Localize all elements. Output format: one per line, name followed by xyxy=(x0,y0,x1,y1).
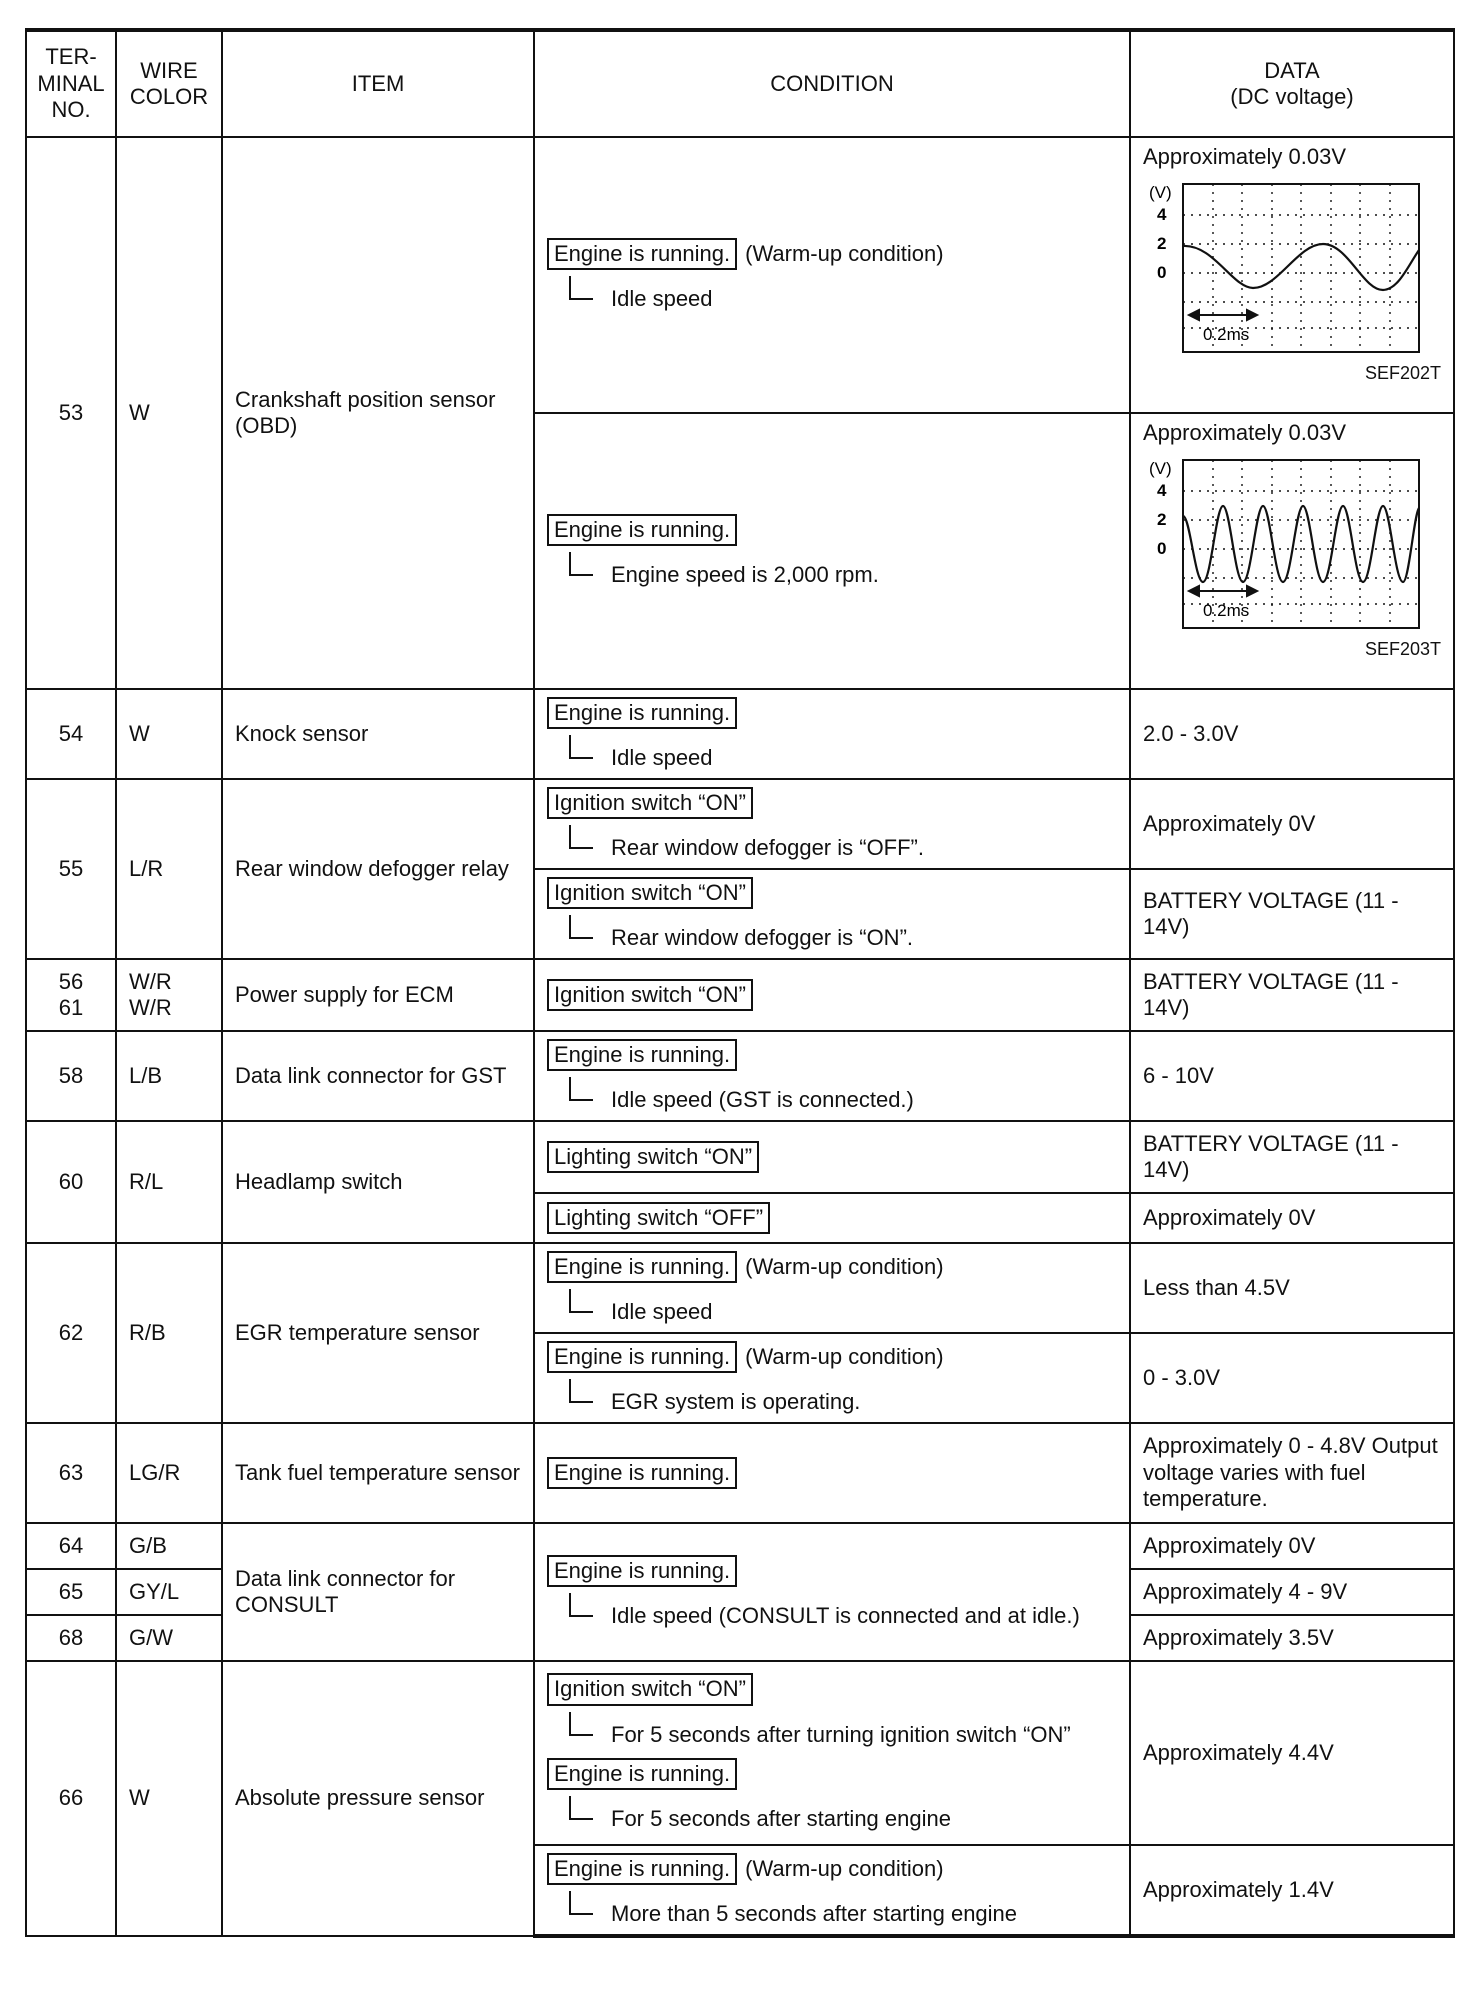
terminal-no: 68 xyxy=(26,1615,116,1661)
condition-lead: Engine is running. xyxy=(547,1457,737,1489)
header-data: DATA (DC voltage) xyxy=(1130,30,1454,137)
condition-sub: Rear window defogger is “ON”. xyxy=(569,915,1117,951)
data-value: Approximately 1.4V xyxy=(1130,1845,1454,1936)
waveform-trace xyxy=(1183,244,1419,290)
table-row xyxy=(26,959,1454,1031)
condition-lead: Ignition switch “ON” xyxy=(547,979,753,1011)
wire-color: R/B xyxy=(116,1243,222,1423)
condition-suffix: (Warm-up condition) xyxy=(745,1253,944,1279)
condition-cell xyxy=(534,1661,1130,1845)
terminal-no: 65 xyxy=(26,1569,116,1615)
condition-lead: Ignition switch “ON” xyxy=(547,787,753,819)
condition-sub: Idle speed (GST is connected.) xyxy=(569,1077,1117,1113)
condition-lead: Lighting switch “ON” xyxy=(547,1141,759,1173)
item-name: Power supply for ECM xyxy=(222,959,534,1031)
condition-sub: Idle speed (CONSULT is connected and at idle.) xyxy=(569,1593,1117,1629)
figure-caption: SEF203T xyxy=(1364,638,1441,659)
data-value: BATTERY VOLTAGE (11 - 14V) xyxy=(1130,959,1454,1031)
condition-cell xyxy=(534,1243,1130,1333)
wire-color: W xyxy=(116,137,222,689)
condition-lead: Engine is running. xyxy=(547,1853,737,1885)
terminal-no: 66 xyxy=(26,1661,116,1936)
condition-block xyxy=(547,1341,1117,1416)
item-name: Data link connector for CONSULT xyxy=(222,1523,534,1661)
header-item: ITEM xyxy=(222,30,534,137)
condition-lead: Ignition switch “ON” xyxy=(547,1673,753,1705)
period-marker xyxy=(1189,586,1257,596)
item-name: Headlamp switch xyxy=(222,1121,534,1243)
oscilloscope-waveform xyxy=(1143,178,1433,358)
terminal-no: 56 61 xyxy=(26,959,116,1031)
table-row xyxy=(26,1423,1454,1523)
data-value: Approximately 0.03V xyxy=(1143,144,1346,169)
condition-lead: Engine is running. xyxy=(547,238,737,270)
condition-sub: For 5 seconds after starting engine xyxy=(569,1796,1117,1832)
condition-suffix: (Warm-up condition) xyxy=(745,1855,944,1881)
terminal-no: 58 xyxy=(26,1031,116,1121)
condition-sub: Idle speed xyxy=(569,735,1117,771)
wire-color: R/L xyxy=(116,1121,222,1243)
condition-lead: Engine is running. xyxy=(547,514,737,546)
condition-suffix: (Warm-up condition) xyxy=(745,240,944,266)
terminal-no: 62 xyxy=(26,1243,116,1423)
condition-cell xyxy=(534,1333,1130,1423)
axis-tick-label: 4 xyxy=(1157,481,1167,501)
data-value: Less than 4.5V xyxy=(1130,1243,1454,1333)
condition-sub: Rear window defogger is “OFF”. xyxy=(569,825,1117,861)
table-row xyxy=(26,1661,1454,1845)
table-row xyxy=(26,779,1454,869)
wire-color: L/B xyxy=(116,1031,222,1121)
condition-sub: For 5 seconds after turning ignition switch “ON” xyxy=(569,1712,1117,1748)
condition-cell xyxy=(534,779,1130,869)
table-row xyxy=(26,1243,1454,1333)
condition-lead: Lighting switch “OFF” xyxy=(547,1202,770,1234)
ecm-terminal-table xyxy=(25,28,1455,1938)
oscilloscope-figure xyxy=(1143,178,1441,384)
data-value: Approximately 0.03V xyxy=(1143,420,1346,445)
condition-cell xyxy=(534,1193,1130,1243)
condition-cell xyxy=(534,1423,1130,1523)
condition-cell xyxy=(534,1523,1130,1661)
condition-cell xyxy=(534,1031,1130,1121)
axis-unit-label: (V) xyxy=(1149,459,1172,479)
axis-tick-label: 2 xyxy=(1157,234,1167,254)
data-cell xyxy=(1130,137,1454,413)
period-label: 0.2ms xyxy=(1203,601,1250,621)
table-row xyxy=(26,689,1454,779)
condition-lead: Engine is running. xyxy=(547,1039,737,1071)
condition-cell xyxy=(534,413,1130,689)
terminal-no: 60 xyxy=(26,1121,116,1243)
data-cell xyxy=(1130,413,1454,689)
condition-block xyxy=(547,877,1117,952)
condition-block xyxy=(547,1251,1117,1326)
data-value: BATTERY VOLTAGE (11 - 14V) xyxy=(1130,869,1454,959)
table-row xyxy=(26,1523,1454,1569)
terminal-no: 64 xyxy=(26,1523,116,1569)
header-condition: CONDITION xyxy=(534,30,1130,137)
axis-tick-label: 0 xyxy=(1157,539,1167,559)
data-value: BATTERY VOLTAGE (11 - 14V) xyxy=(1130,1121,1454,1193)
data-value: Approximately 0 - 4.8V Output voltage varies with fuel temperature. xyxy=(1130,1423,1454,1523)
item-name: EGR temperature sensor xyxy=(222,1243,534,1423)
axis-tick-label: 4 xyxy=(1157,205,1167,225)
condition-lead: Engine is running. xyxy=(547,1341,737,1373)
period-marker xyxy=(1189,310,1257,320)
condition-cell xyxy=(534,1121,1130,1193)
terminal-no: 53 xyxy=(26,137,116,689)
condition-block xyxy=(547,1555,1117,1630)
item-name: Knock sensor xyxy=(222,689,534,779)
condition-lead: Engine is running. xyxy=(547,1555,737,1587)
item-name: Tank fuel temperature sensor xyxy=(222,1423,534,1523)
condition-block xyxy=(547,1039,1117,1114)
terminal-no: 55 xyxy=(26,779,116,959)
condition-lead: Engine is running. xyxy=(547,1251,737,1283)
item-name: Crankshaft position sensor (OBD) xyxy=(222,137,534,689)
condition-sub: Idle speed xyxy=(569,276,1117,312)
data-value: Approximately 4.4V xyxy=(1130,1661,1454,1845)
data-value: Approximately 0V xyxy=(1130,1193,1454,1243)
table-row xyxy=(26,1121,1454,1193)
oscilloscope-figure xyxy=(1143,454,1441,660)
condition-block xyxy=(547,1673,1117,1748)
oscilloscope-waveform xyxy=(1143,454,1433,634)
data-value: 6 - 10V xyxy=(1130,1031,1454,1121)
item-name: Rear window defogger relay xyxy=(222,779,534,959)
condition-lead: Ignition switch “ON” xyxy=(547,877,753,909)
wire-color: G/B xyxy=(116,1523,222,1569)
terminal-no: 63 xyxy=(26,1423,116,1523)
wire-color: W/R W/R xyxy=(116,959,222,1031)
condition-block xyxy=(547,787,1117,862)
header-wire-color: WIRE COLOR xyxy=(116,30,222,137)
data-value: Approximately 0V xyxy=(1130,1523,1454,1569)
item-name: Absolute pressure sensor xyxy=(222,1661,534,1936)
axis-tick-label: 2 xyxy=(1157,510,1167,530)
wire-color: W xyxy=(116,689,222,779)
condition-block xyxy=(547,514,1117,589)
ecm-terminal-table-sheet xyxy=(25,28,1453,1938)
terminal-no: 54 xyxy=(26,689,116,779)
data-value: Approximately 0V xyxy=(1130,779,1454,869)
data-value: 0 - 3.0V xyxy=(1130,1333,1454,1423)
data-value: Approximately 4 - 9V xyxy=(1130,1569,1454,1615)
condition-cell xyxy=(534,869,1130,959)
data-value: 2.0 - 3.0V xyxy=(1130,689,1454,779)
condition-block xyxy=(547,238,1117,313)
condition-cell xyxy=(534,959,1130,1031)
condition-cell xyxy=(534,1845,1130,1936)
condition-sub: More than 5 seconds after starting engine xyxy=(569,1891,1117,1927)
figure-caption: SEF202T xyxy=(1364,362,1441,383)
condition-block xyxy=(547,1853,1117,1928)
item-name: Data link connector for GST xyxy=(222,1031,534,1121)
condition-sub: Idle speed xyxy=(569,1289,1117,1325)
header-terminal-no: TER- MINAL NO. xyxy=(26,30,116,137)
condition-cell xyxy=(534,689,1130,779)
axis-tick-label: 0 xyxy=(1157,263,1167,283)
data-value: Approximately 3.5V xyxy=(1130,1615,1454,1661)
condition-cell xyxy=(534,137,1130,413)
condition-lead: Engine is running. xyxy=(547,1758,737,1790)
wire-color: GY/L xyxy=(116,1569,222,1615)
wire-color: G/W xyxy=(116,1615,222,1661)
axis-unit-label: (V) xyxy=(1149,183,1172,203)
condition-sub: Engine speed is 2,000 rpm. xyxy=(569,552,1117,588)
table-header-row xyxy=(26,30,1454,137)
condition-sub: EGR system is operating. xyxy=(569,1379,1117,1415)
wire-color: LG/R xyxy=(116,1423,222,1523)
wire-color: W xyxy=(116,1661,222,1936)
period-label: 0.2ms xyxy=(1203,325,1250,345)
condition-suffix: (Warm-up condition) xyxy=(745,1343,944,1369)
table-row xyxy=(26,137,1454,413)
condition-lead: Engine is running. xyxy=(547,697,737,729)
table-row xyxy=(26,1031,1454,1121)
condition-block xyxy=(547,1758,1117,1833)
condition-block xyxy=(547,697,1117,772)
wire-color: L/R xyxy=(116,779,222,959)
